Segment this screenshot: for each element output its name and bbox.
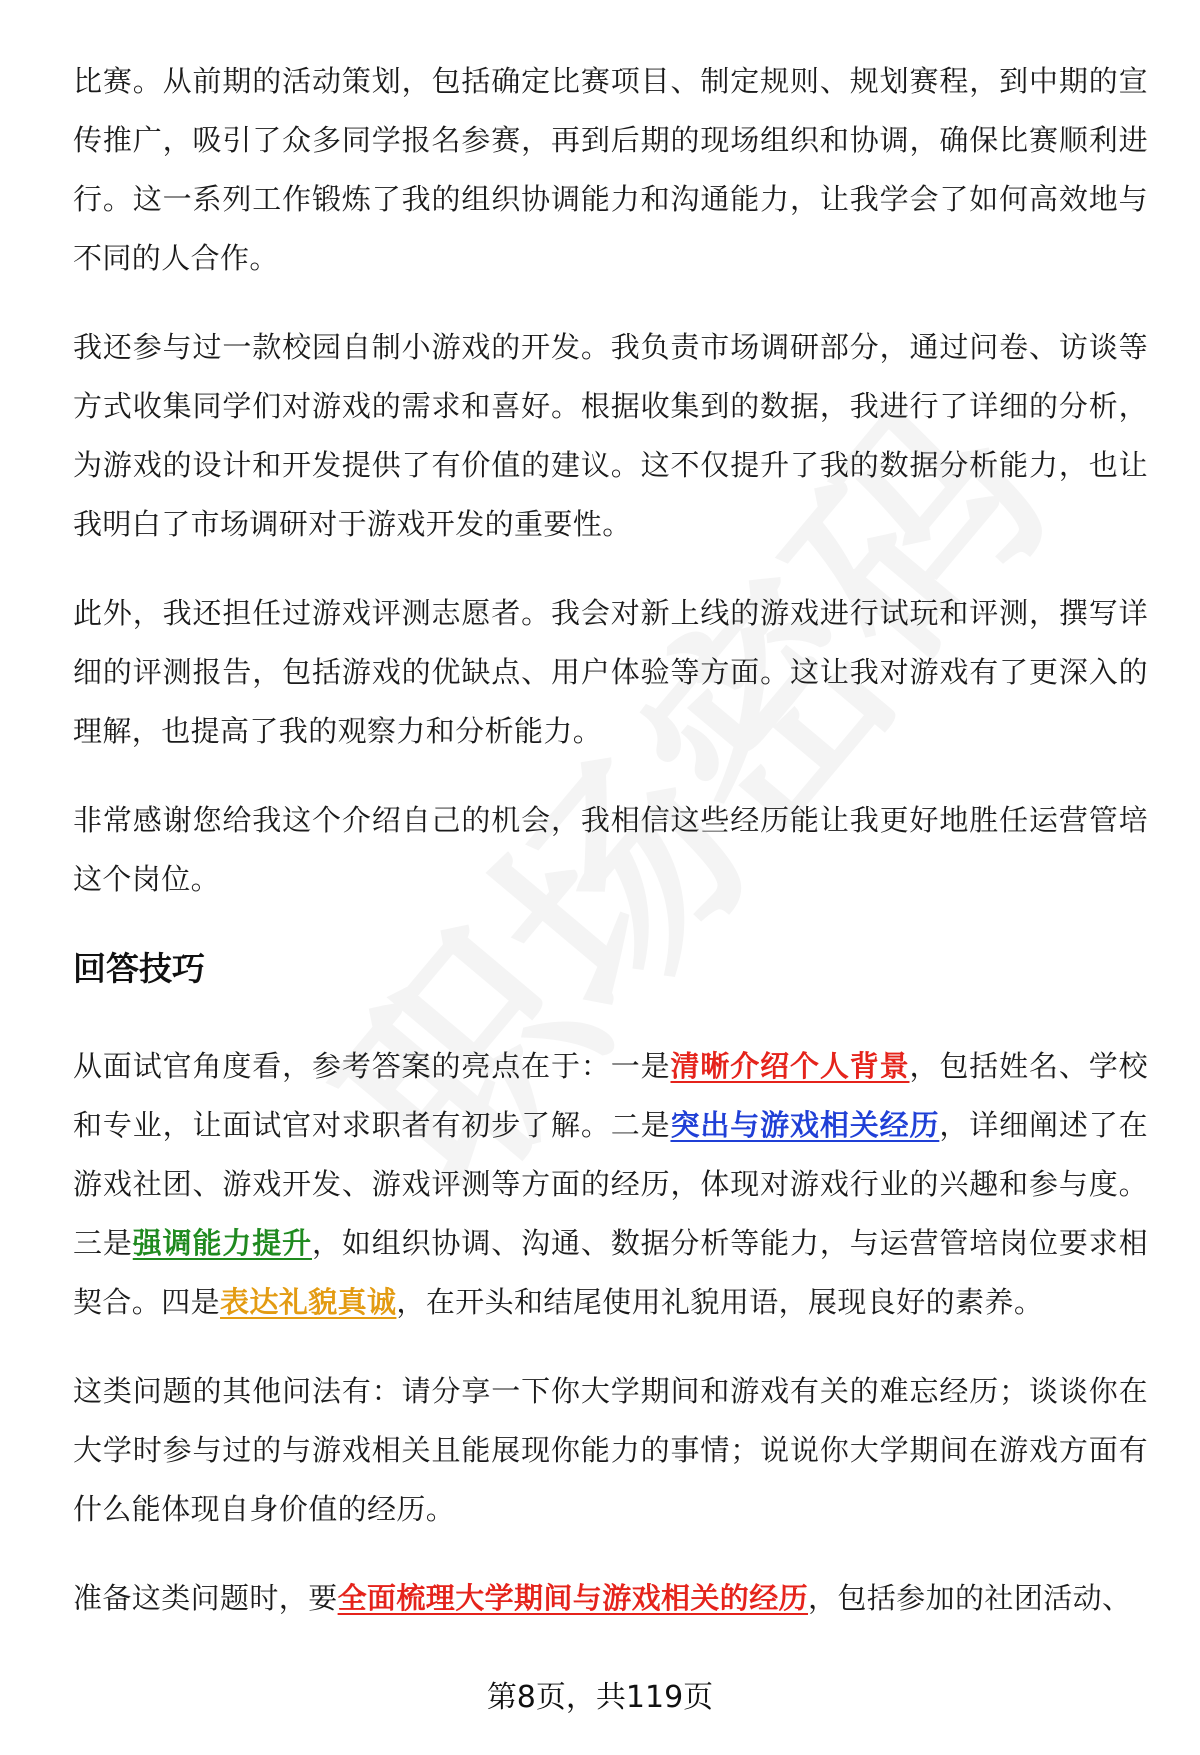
highlight-politeness: 表达礼貌真诚 <box>220 1285 397 1319</box>
paragraph-game-review: 此外，我还担任过游戏评测志愿者。我会对新上线的游戏进行试玩和评测，撰写详细的评测报告，包括游戏的优缺点、用户体验等方面。这让我对游戏有了更深入的理解，也提高了我的观察力和分析能力。 <box>73 596 1148 748</box>
page-footer: 第8页，共119页 <box>486 1680 714 1715</box>
highlight-ability: 强调能力提升 <box>132 1226 312 1260</box>
paragraph-tips <box>73 1037 1148 1332</box>
highlight-game-experience: 突出与游戏相关经历 <box>670 1108 940 1142</box>
prep-text: 准备这类问题时，要 <box>73 1581 338 1615</box>
paragraph-preparation <box>73 1569 1148 1628</box>
paragraph-competition: 比赛。从前期的活动策划，包括确定比赛项目、制定规则、规划赛程，到中期的宣传推广，吸引了众多同学报名参赛，再到后期的现场组织和协调，确保比赛顺利进行。这一系列工作锻炼了我的组织协调能力和沟通能力，让我学会了如何高效地与不同的人合作。 <box>73 64 1148 275</box>
tips-text: ，详细阐述了在游戏社团、游戏开发、游戏评测等方面的经历，体现对游戏行业的兴趣和参与度。三是 <box>73 1108 1148 1260</box>
section-heading: 回答技巧 <box>73 949 205 988</box>
highlight-background: 清晰介绍个人背景 <box>670 1049 910 1083</box>
prep-text: ，包括参加的社团活动、 <box>808 1581 1132 1615</box>
paragraph-other-questions: 这类问题的其他问法有：请分享一下你大学期间和游戏有关的难忘经历；谈谈你在大学时参与过的与游戏相关且能展现你能力的事情；说说你大学期间在游戏方面有什么能体现自身价值的经历。 <box>73 1374 1148 1526</box>
tips-text: ，在开头和结尾使用礼貌用语，展现良好的素养。 <box>396 1285 1044 1319</box>
highlight-review-experience: 全面梳理大学期间与游戏相关的经历 <box>337 1581 809 1615</box>
paragraph-game-development: 我还参与过一款校园自制小游戏的开发。我负责市场调研部分，通过问卷、访谈等方式收集同学们对游戏的需求和喜好。根据收集到的数据，我进行了详细的分析，为游戏的设计和开发提供了有价值的建议。这不仅提升了我的数据分析能力，也让我明白了市场调研对于游戏开发的重要性。 <box>73 330 1148 541</box>
tips-text: 从面试官角度看，参考答案的亮点在于：一是 <box>73 1049 671 1083</box>
tips-text: ，包括姓名、学校和专业，让面试官对求职者有初步了解。二是 <box>73 1049 1149 1142</box>
tips-text: ，如组织协调、沟通、数据分析等能力，与运营管培岗位要求相契合。四是 <box>73 1226 1148 1319</box>
document-page <box>73 52 1148 1658</box>
paragraph-thanks: 非常感谢您给我这个介绍自己的机会，我相信这些经历能让我更好地胜任运营管培这个岗位。 <box>73 803 1148 896</box>
